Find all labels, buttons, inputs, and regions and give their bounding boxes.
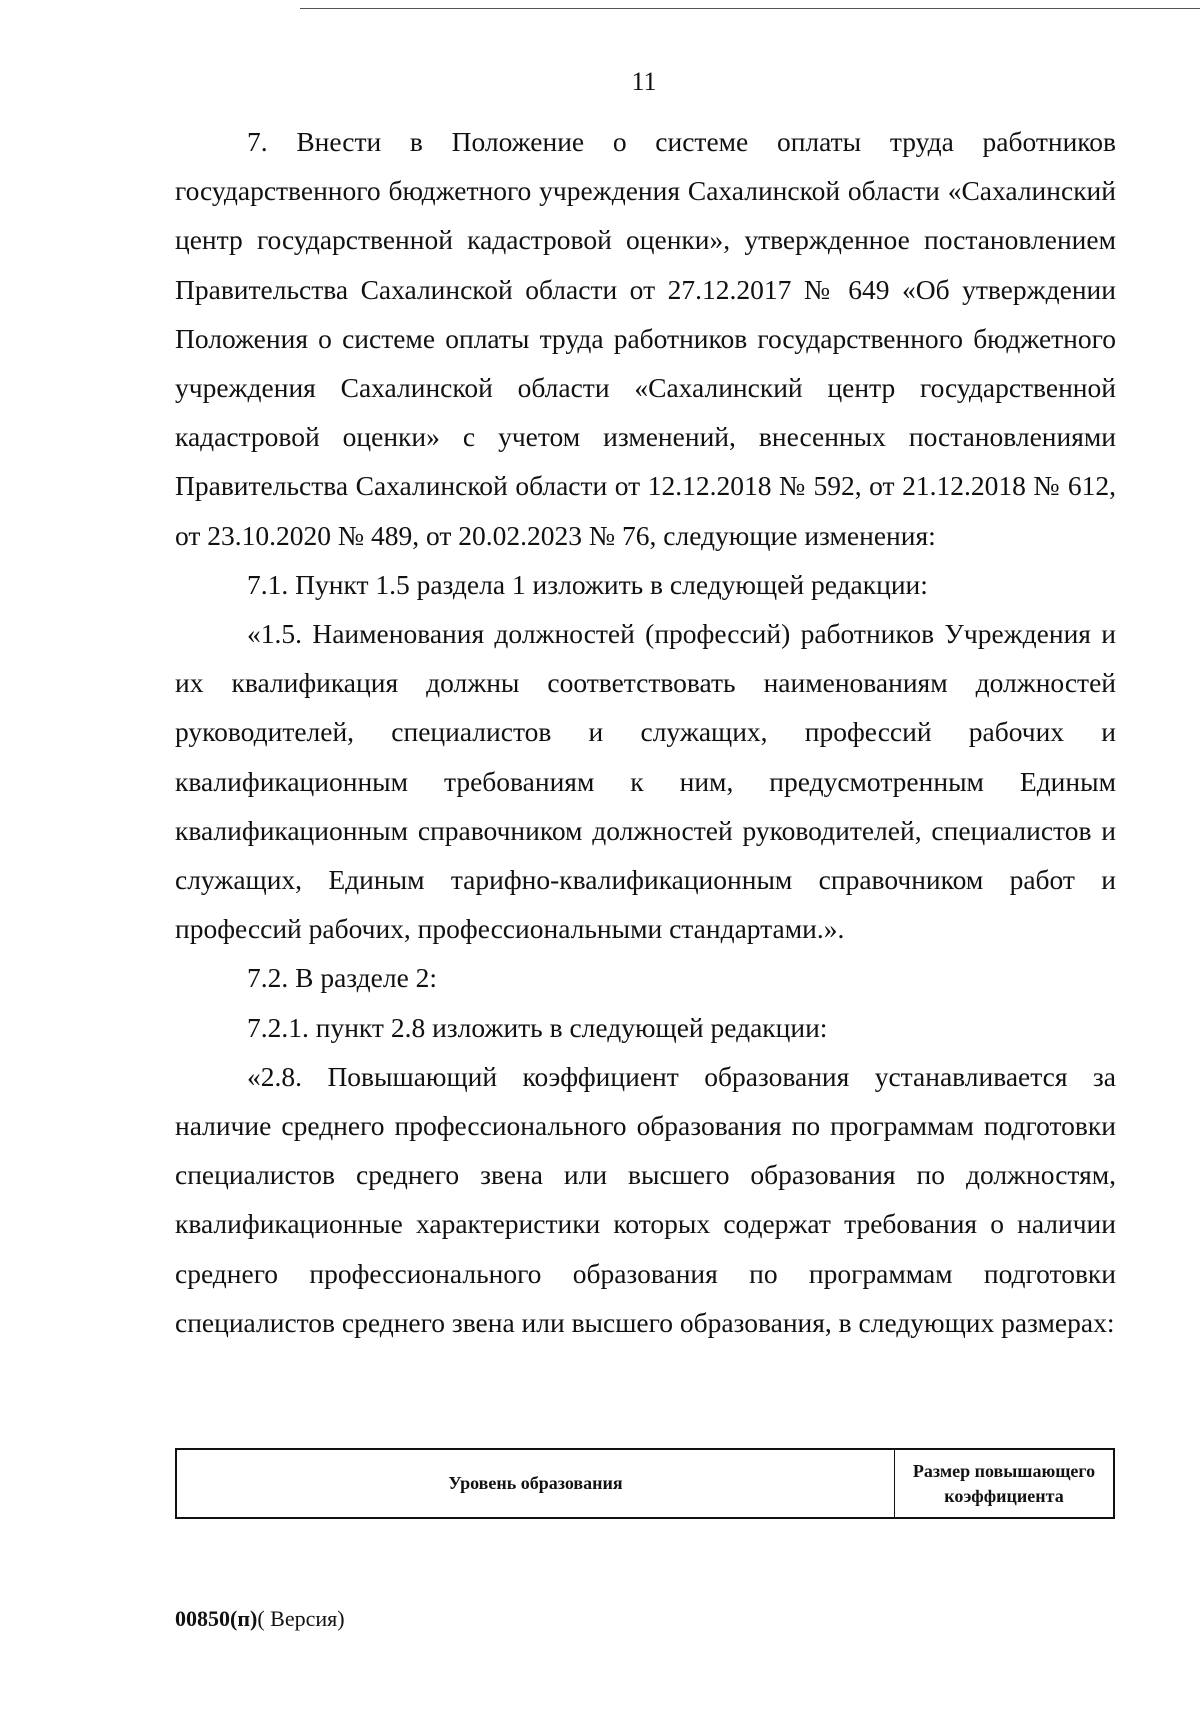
top-rule xyxy=(300,8,1200,9)
paragraph-1-5-quote: «1.5. Наименования должностей (профессий) работников Учреждения и их квалификация должны соответствовать наименованиям должностей руководителей, специалистов и служащих, профессий рабочих и квалификационным требованиям к ним, предусмотренным Единым квалификационным справочником должностей руководителей, специалистов и служащих, Единым тарифно-квалификационным справочником работ и профессий рабочих, профессиональными стандартами.». xyxy=(175,618,1116,945)
coefficient-table-header xyxy=(175,1448,1115,1519)
paragraph-7-1: 7.1. Пункт 1.5 раздела 1 изложить в следующей редакции: xyxy=(247,568,928,600)
document-footer xyxy=(175,1604,345,1634)
document-code: 00850(п) xyxy=(175,1606,258,1631)
page-number: 11 xyxy=(631,67,657,96)
paragraph-2-8-quote: «2.8. Повышающий коэффициент образования устанавливается за наличие среднего профессионального образования по программам подготовки специалистов среднего звена или высшего образования по должностям, квалификационные характеристики которых содержат требования о наличии среднего профессионального образования по программам подготовки специалистов среднего звена или высшего образования, в следующих размерах: xyxy=(175,1060,1116,1338)
table-header-education-level: Уровень образования xyxy=(177,1450,895,1517)
paragraph-7-2: 7.2. В разделе 2: xyxy=(247,962,438,994)
table-header-coefficient-size: Размер повышающего коэффициента xyxy=(912,1460,1096,1506)
document-version: ( Версия) xyxy=(257,1606,345,1631)
document-body xyxy=(175,117,1116,1347)
paragraph-7-2-1: 7.2.1. пункт 2.8 изложить в следующей редакции: xyxy=(247,1011,828,1043)
paragraph-7: 7. Внести в Положение о системе оплаты труда работников государственного бюджетного учреждения Сахалинской области «Сахалинский центр государственной кадастровой оценки», утвержденное постановлением Правительства Сахалинской области от 27.12.2017 № 649 «Об утверждении Положения о системе оплаты труда работников государственного бюджетного учреждения Сахалинской области «Сахалинский центр государственной кадастровой оценки» с учетом изменений, внесенных постановлениями Правительства Сахалинской области от 12.12.2018 № 592, от 21.12.2018 № 612, от 23.10.2020 № 489, от 20.02.2023 № 76, следующие изменения: xyxy=(175,126,1116,551)
